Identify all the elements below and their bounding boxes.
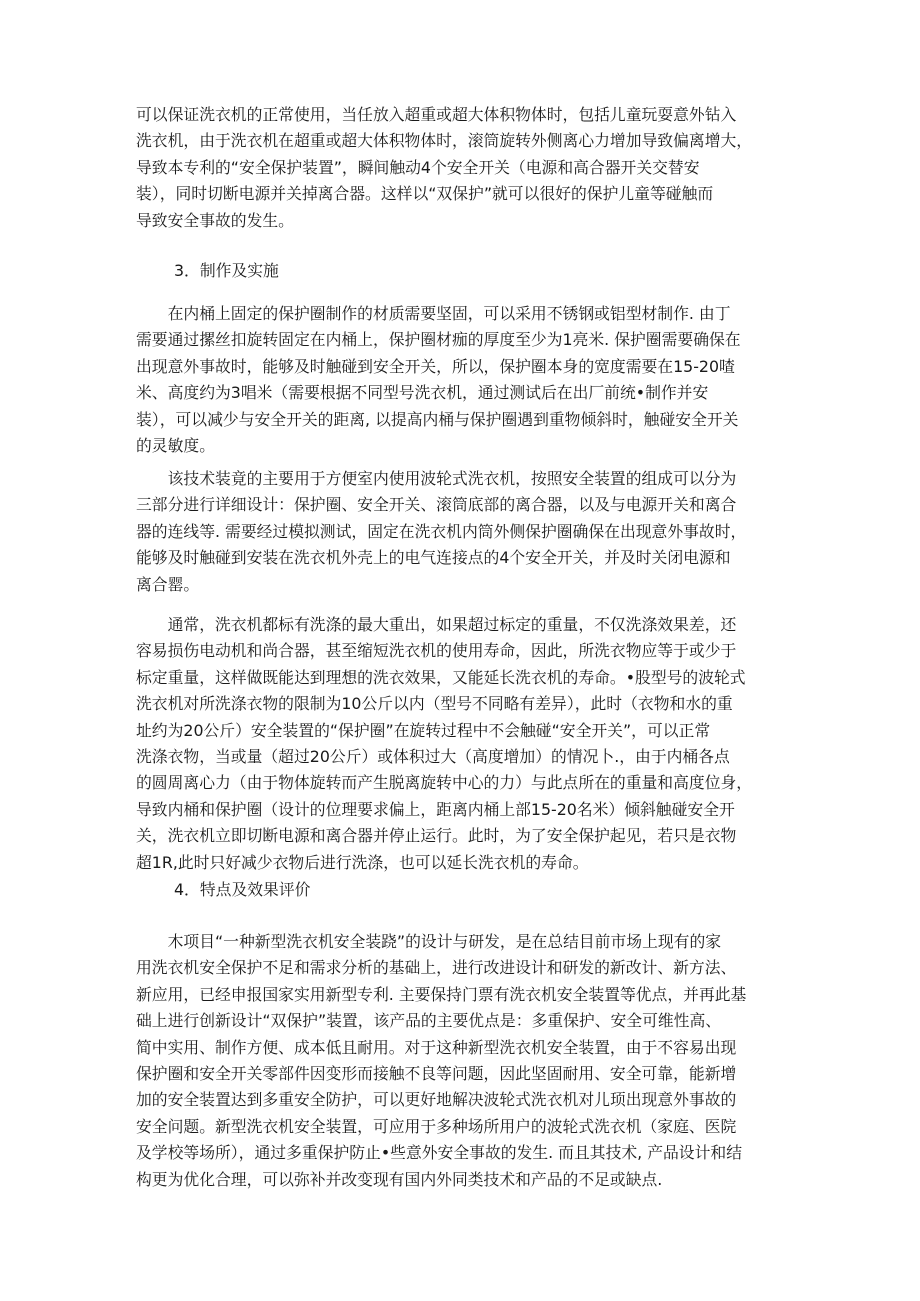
text-line: 导致内桶和保护圈（设计的位理要求偏上，距离内桶上部15-20名米）倾斜触碰安全开	[136, 799, 735, 819]
text-line: 在内桶上固定的保护圈制作的材质需要坚固，可以采用不锈钢或铝型材制作. 由丁	[136, 304, 731, 323]
text-line: 的圆周离心力（由于物体旋转而产生脱离旋转中心的力）与此点所在的重量和高度位身，	[136, 773, 753, 793]
text-line: 能够及时触碰到安装在洗衣机外壳上的电气连接点的4个安全开关，并及时关闭电源和	[136, 548, 731, 568]
text-line: 新应用，已经申报国家实用新型专利. 主要保持门票有洗衣机安全装置等优点，并再此基	[136, 984, 747, 1004]
section-heading-4: 4．特点及效果评价	[174, 880, 311, 899]
section-heading-3: 3．制作及实施	[174, 261, 279, 280]
text-line: 洗涤衣物，当或量（超过20公斤）或体积过大（高度增加）的情况卜.，由于内桶各点	[136, 746, 730, 766]
paragraph-design	[136, 466, 786, 598]
text-line: 导致本专利的“安全保护装置”，瞬间触动4个安全开关（电源和高合器开关交替安	[136, 157, 700, 177]
text-line: 导致安全事故的发生。	[136, 210, 294, 230]
text-line: 用洗衣机安全保护不足和需求分析的基础上，进行改进设计和研发的新改计、新方法、	[136, 958, 737, 978]
text-line: 简中实用、制作方便、成本低且耐用。对于这种新型洗衣机安全装置，由于不容易出现	[136, 1037, 737, 1057]
text-line: 加的安全装置达到多重安全防护，可以更好地解决波轮式洗衣机对儿顼出现意外事故的	[136, 1090, 737, 1110]
text-line: 离合罂。	[136, 574, 200, 594]
text-line: 及学校等场所），通过多重保护防止•些意外安全事故的发生. 而且其技术, 产品设计和结	[136, 1143, 742, 1163]
text-line: 安全问题。新型洗衣机安全装置，可应用于多种场所用户的波轮式洗衣机（家庭、医院	[136, 1116, 737, 1136]
text-line: 洗衣机，由于洗衣机在超重或超大体积物体时，滚筒旋转外侧离心力增加导致偏离增大，	[136, 131, 753, 151]
text-line: 超1R,此时只好减少衣物后进行洗涤，也可以延长洗衣机的寿命。	[136, 852, 589, 872]
text-line: 该技术装竟的主要用于方便室内使用波轮式洗衣机，按照安全装置的组成可以分为	[136, 469, 737, 488]
text-line: 洗衣机对所洗涤衣物的限制为10公斤以内（型号不同略有差异），此时（衣物和水的重	[136, 694, 733, 714]
text-line: 通常，洗衣机都标有洗涤的最大重出，如果超过标定的重量，不仅洗涤效果差，还	[136, 615, 737, 634]
text-line: 保护圈和安全开关零部件因变形而接触不良等问题，因此坚固耐用、安全可靠，能新增	[136, 1063, 737, 1083]
text-line: 础上进行创新设计“双保护”装置，该产品的主要优点是：多重保护、安全可维性高、	[136, 1011, 722, 1031]
text-line: 构更为优化合理，可以弥补并改变现有国内外同类技术和产品的不足或缺点.	[136, 1169, 663, 1189]
text-line: 可以保证洗衣机的正常使用，当任放入超重或超大体积物体时，包括儿童玩耍意外钻入	[136, 105, 737, 124]
text-line: 米、高度约为3唱米（需要根据不同型号洗衣机，通过测试后在出厂前统•制作并安	[136, 383, 709, 403]
text-line: 三部分进行详细设计：保护圈、安全开关、滚筒底部的离合器，以及与电源开关和离合	[136, 495, 737, 515]
text-line: 装），可以减少与安全开关的距离, 以提高内桶与保护圈遇到重物倾斜时，触碰安全开关	[136, 409, 739, 429]
paragraph-operation	[136, 612, 786, 876]
paragraph-intro	[136, 102, 786, 234]
text-line: 木项目“一种新型洗衣机安全装跷”的设计与研发，是在总结目前市场上现有的家	[136, 932, 722, 951]
text-line: 的灵敏度。	[136, 435, 215, 455]
paragraph-evaluation	[136, 929, 786, 1193]
text-line: 需要通过摞丝扣旋转固定在内桶上，保护圈材痂的厚度至少为1亮米. 保护圈需要确保在	[136, 330, 741, 350]
text-line: 出现意外事故时，能够及时触碰到安全开关，所以，保护圈本身的宽度需要在15-20喳	[136, 356, 735, 376]
text-line: 关，洗衣机立即切断电源和离合器并停止运行。此时，为了安全保护起见，若只是衣物	[136, 826, 737, 846]
text-line: 标定重量，这样做既能达到理想的洗衣效果，又能延长洗衣机的寿命。•股型号的波轮式	[136, 667, 746, 687]
text-line: 容易损伤电动机和尚合器，甚至缩短洗衣机的使用寿命，因此，所洗衣物应等于或少于	[136, 641, 737, 661]
paragraph-fabrication	[136, 301, 786, 459]
text-line: 装），同时切断电源并关掉离合器。这样以“双保护”就可以很好的保护儿童等碰触而	[136, 184, 714, 204]
text-line: 器的连线等. 需要经过模拟测试，固定在洗衣机内筒外侧保护圈确保在出现意外事故时，	[136, 521, 747, 541]
text-line: 址约为20公斤）安全装置的“保护圈”在旋转过程中不会触碰“安全开关”，可以正常	[136, 720, 711, 740]
